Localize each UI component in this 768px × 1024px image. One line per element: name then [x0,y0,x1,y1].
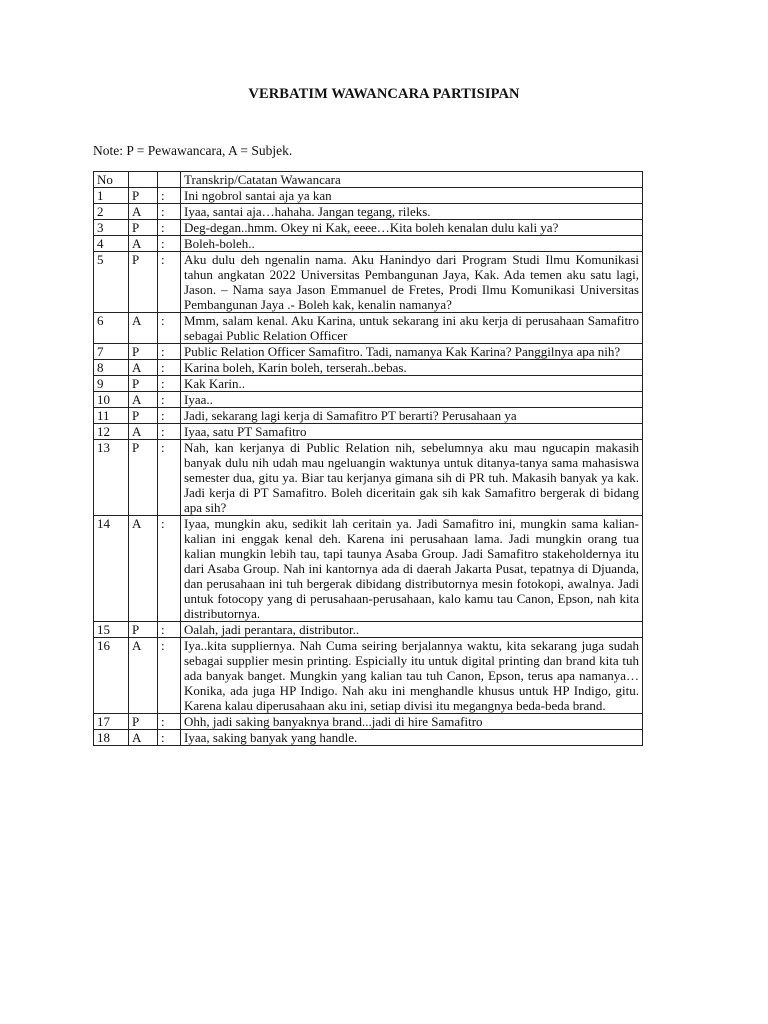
row-speaker: A [129,204,158,220]
row-transcript-text: Ohh, jadi saking banyaknya brand...jadi di hire Samafitro [181,714,643,730]
row-transcript-text: Kak Karin.. [181,376,643,392]
row-transcript-text: Oalah, jadi perantara, distributor.. [181,622,643,638]
row-speaker: A [129,313,158,344]
table-row [94,714,643,730]
table-row [94,188,643,204]
row-colon: : [158,376,181,392]
row-number: 14 [94,516,129,622]
row-speaker: A [129,638,158,714]
row-colon: : [158,408,181,424]
row-colon: : [158,392,181,408]
row-number: 16 [94,638,129,714]
row-number: 8 [94,360,129,376]
row-colon: : [158,220,181,236]
note-legend: Note: P = Pewawancara, A = Subjek. [93,143,293,158]
table-row [94,360,643,376]
row-speaker: P [129,714,158,730]
table-row [94,344,643,360]
row-number: 11 [94,408,129,424]
row-transcript-text: Deg-degan..hmm. Okey ni Kak, eeee…Kita boleh kenalan dulu kali ya? [181,220,643,236]
row-number: 2 [94,204,129,220]
row-number: 6 [94,313,129,344]
row-transcript-text: Karina boleh, Karin boleh, terserah..bebas. [181,360,643,376]
transcript-table [93,171,643,746]
row-colon: : [158,440,181,516]
row-number: 3 [94,220,129,236]
row-speaker: P [129,252,158,313]
table-row [94,392,643,408]
row-transcript-text: Iya..kita suppliernya. Nah Cuma seiring berjalannya waktu, kita sekarang juga sudah sebagai supplier mesin printing. Espicially itu untuk digital printing dan brand kita tuh ada banyak banget. Mungkin yang kalian tau tuh Canon, Epson, terus apa namanya…Konika, ada juga HP Indigo. Nah aku ini menghandle khusus untuk HP Indigo, gitu. Karena kalau diperusahaan aku ini, setiap divisi itu megangnya beda-beda brand. [181,638,643,714]
row-colon: : [158,204,181,220]
table-row [94,236,643,252]
table-row [94,220,643,236]
table-row [94,313,643,344]
row-speaker: P [129,440,158,516]
table-row [94,424,643,440]
row-speaker: P [129,622,158,638]
row-speaker: P [129,376,158,392]
row-transcript-text: Iyaa, mungkin aku, sedikit lah ceritain ya. Jadi Samafitro ini, mungkin sama kalian-kalian ini enggak kenal deh. Karena ini perusahaan lama. Jadi mungkin orang tua kalian mungkin lebih tau, tapi taunya Asaba Group. Jadi Samafitro stakeholdernya itu dari Asaba Group. Nah ini kantornya ada di daerah Jakarta Pusat, tepatnya di Djuanda, dan perusahaan ini tuh bergerak dibidang distributornya mesin fotokopi, awalnya. Jadi untuk fotocopy yang di perusahaan-perusahaan, kalo kamu tau Canon, Epson, nah kita distributornya. [181,516,643,622]
row-speaker: P [129,220,158,236]
row-transcript-text: Aku dulu deh ngenalin nama. Aku Hanindyo dari Program Studi Ilmu Komunikasi tahun angkatan 2022 Universitas Pembangunan Jaya, Kak. Ada temen aku satu lagi, Jason. – Nama saya Jason Emmanuel de Fretes, Prodi Ilmu Komunikasi Universitas Pembangunan Jaya .- Boleh kak, kenalin namanya? [181,252,643,313]
row-number: 15 [94,622,129,638]
row-colon: : [158,252,181,313]
row-transcript-text: Iyaa, saking banyak yang handle. [181,730,643,746]
table-row [94,730,643,746]
row-number: 17 [94,714,129,730]
row-number: 5 [94,252,129,313]
row-colon: : [158,188,181,204]
row-transcript-text: Nah, kan kerjanya di Public Relation nih, sebelumnya aku mau ngucapin makasih banyak dulu nih udah mau ngeluangin waktunya untuk ditanya-tanya sama mahasiswa semester dua, gitu ya. Biar tau kerjanya gimana sih di PR tuh. Makasih banyak ya kak. Jadi kerja di PT Samafitro. Boleh diceritain gak sih kak Samafitro bergerak di bidang apa sih? [181,440,643,516]
row-transcript-text: Jadi, sekarang lagi kerja di Samafitro PT berarti? Perusahaan ya [181,408,643,424]
table-row [94,516,643,622]
page-title: VERBATIM WAWANCARA PARTISIPAN [248,86,520,102]
header-colon [158,172,181,188]
row-number: 9 [94,376,129,392]
table-row [94,622,643,638]
table-row [94,638,643,714]
row-speaker: A [129,424,158,440]
row-speaker: A [129,236,158,252]
header-transcript: Transkrip/Catatan Wawancara [181,172,643,188]
row-transcript-text: Iyaa, satu PT Samafitro [181,424,643,440]
row-speaker: A [129,516,158,622]
row-speaker: P [129,408,158,424]
row-number: 18 [94,730,129,746]
row-colon: : [158,424,181,440]
row-transcript-text: Mmm, salam kenal. Aku Karina, untuk sekarang ini aku kerja di perusahaan Samafitro sebagai Public Relation Officer [181,313,643,344]
row-speaker: P [129,188,158,204]
header-no: No [94,172,129,188]
row-speaker: A [129,730,158,746]
table-row [94,408,643,424]
row-transcript-text: Iyaa, santai aja…hahaha. Jangan tegang, rileks. [181,204,643,220]
row-number: 4 [94,236,129,252]
row-number: 1 [94,188,129,204]
row-number: 12 [94,424,129,440]
row-colon: : [158,714,181,730]
row-speaker: A [129,392,158,408]
row-transcript-text: Iyaa.. [181,392,643,408]
header-speaker [129,172,158,188]
table-row [94,440,643,516]
row-colon: : [158,344,181,360]
row-colon: : [158,622,181,638]
row-colon: : [158,313,181,344]
row-number: 13 [94,440,129,516]
row-speaker: A [129,360,158,376]
table-header-row [94,172,643,188]
row-colon: : [158,236,181,252]
row-transcript-text: Ini ngobrol santai aja ya kan [181,188,643,204]
row-transcript-text: Boleh-boleh.. [181,236,643,252]
row-number: 7 [94,344,129,360]
table-row [94,252,643,313]
row-colon: : [158,730,181,746]
table-row [94,204,643,220]
row-colon: : [158,360,181,376]
row-colon: : [158,516,181,622]
row-speaker: P [129,344,158,360]
row-transcript-text: Public Relation Officer Samafitro. Tadi, namanya Kak Karina? Panggilnya apa nih? [181,344,643,360]
table-row [94,376,643,392]
row-colon: : [158,638,181,714]
row-number: 10 [94,392,129,408]
